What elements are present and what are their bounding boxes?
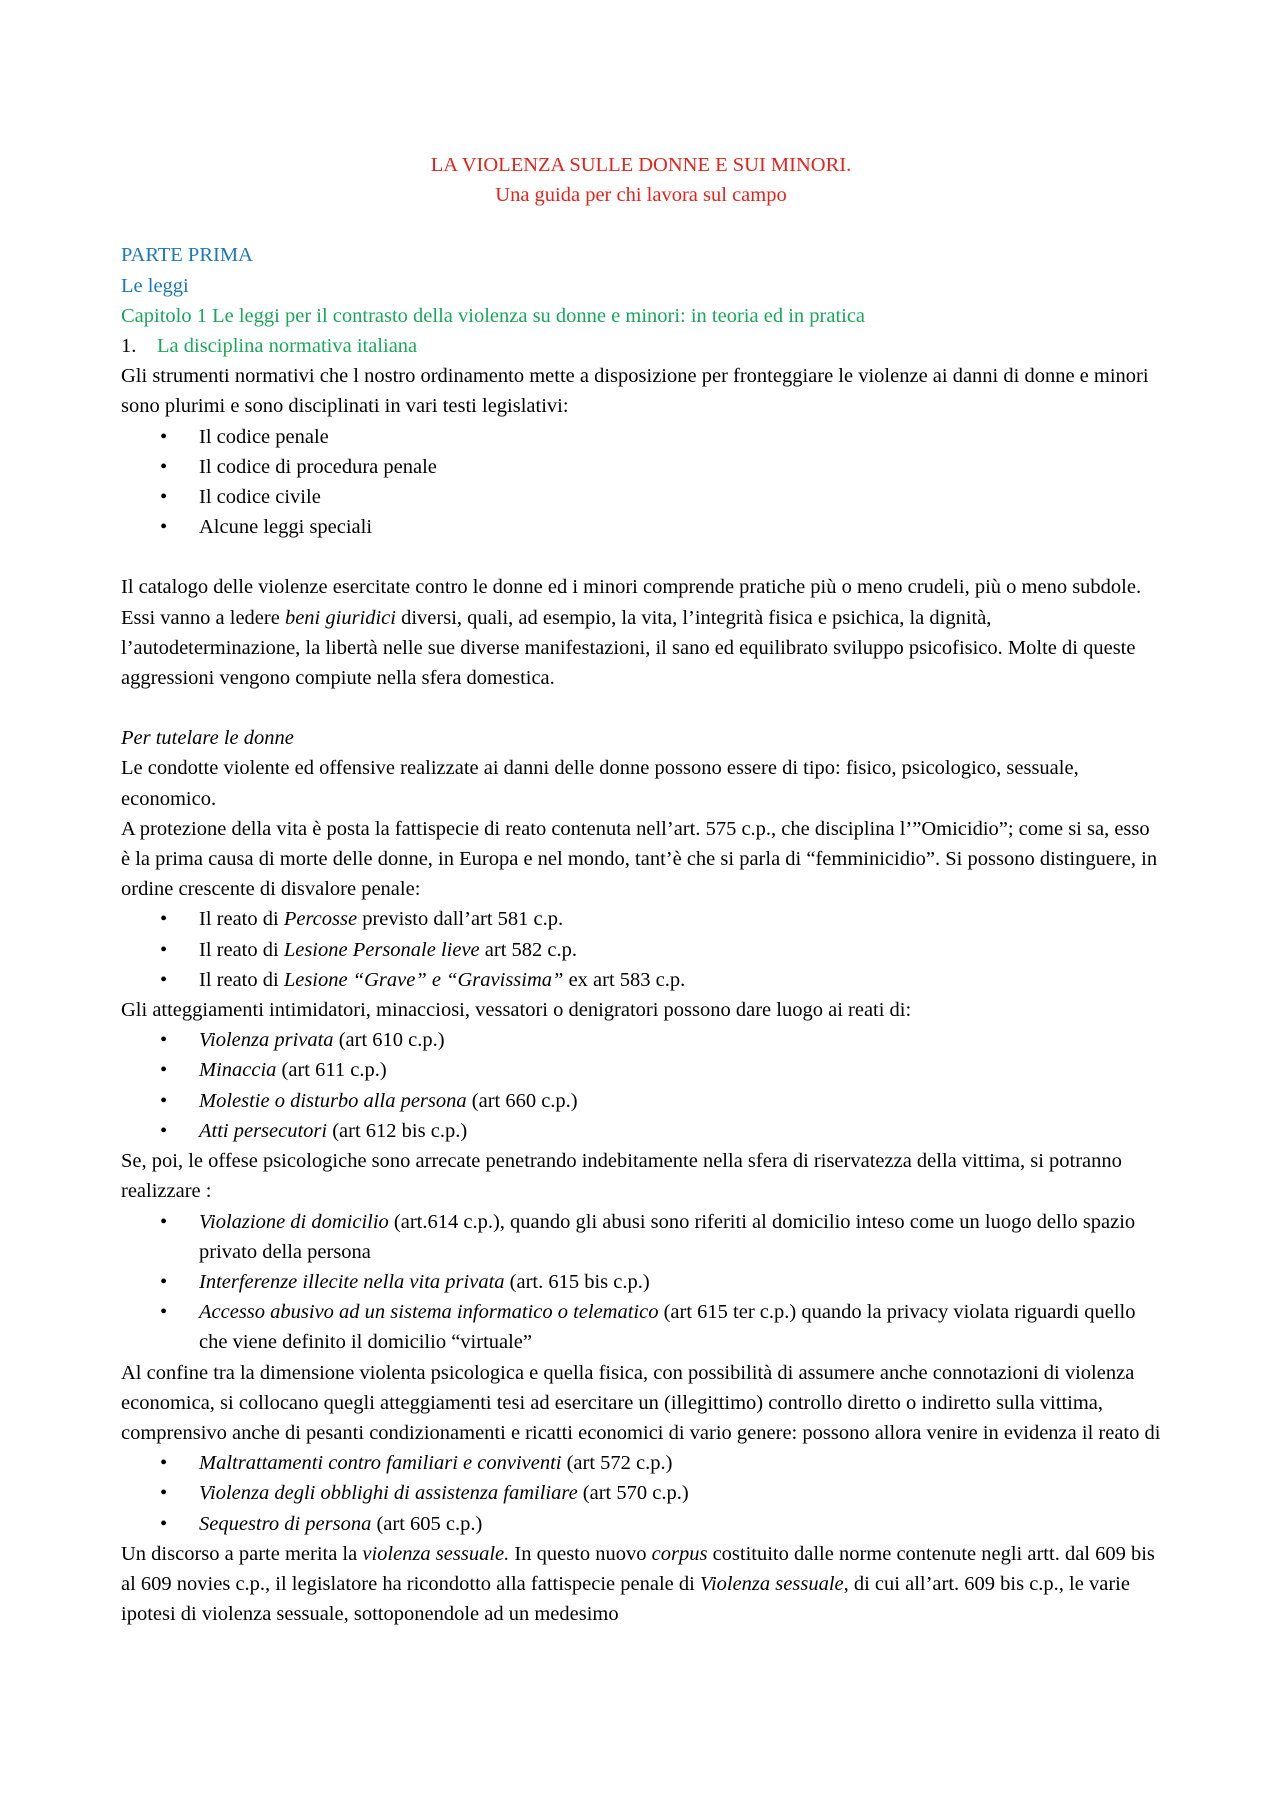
bullet: • [160,1482,168,1505]
women-paragraph-5: Al confine tra la dimensione violenta psicologica e quella fisica, con possibilità di assumere anche connotazioni di violenza economica, si collocano quegli atteggiamenti tesi ad esercitare un (illegittimo) controllo diretto o indiretto sulla vittima, comprensivo anche di pesanti condizionamenti e ricatti economici di vario genere: possono allora venire in evidenza il reato di [121,1361,1161,1444]
list-item [121,904,1161,934]
list-item [121,482,1161,512]
italic-run: Accesso abusivo ad un sistema informatico o telematico [199,1301,659,1324]
bullet: • [160,425,168,448]
italic-heading: Per tutelare le donne [121,727,294,750]
text-run: Il reato di [199,938,284,961]
intro-paragraph: Gli strumenti normativi che l nostro ordinamento mette a disposizione per fronteggiare le violenze ai danni di donne e minori sono plurimi e sono disciplinati in vari testi legislativi: [121,365,1149,418]
text-run: art 582 c.p. [479,938,578,961]
list-item [121,1116,1161,1146]
italic-run: corpus [651,1542,708,1565]
list-item [121,1086,1161,1116]
italic-run: Atti persecutori [199,1119,328,1142]
subsection-heading [121,331,1161,361]
women-paragraph-3: Gli atteggiamenti intimidatori, minacciosi, vessatori o denigratori possono dare luogo ai reati di: [121,999,912,1022]
women-paragraph-6 [121,1539,1161,1630]
list-item [121,512,1161,542]
italic-run: Violenza privata [199,1029,334,1052]
list-item [121,965,1161,995]
text-run: (art 660 c.p.) [466,1089,578,1112]
text-run: (art 615 ter c.p.) quando la privacy violata riguardi quello che viene definito il domicilio “virtuale” [199,1301,1136,1354]
bullet: • [160,938,168,961]
bullet: • [160,1059,168,1082]
italic-run: Maltrattamenti contro familiari e conviventi [199,1452,562,1475]
bullet: • [160,455,168,478]
italic-run: Lesione Personale lieve [283,938,480,961]
women-paragraph-4: Se, poi, le offese psicologiche sono arrecate penetrando indebitamente nella sfera di riservatezza della vittima, si potranno realizzare : [121,1150,1122,1203]
text-run: , di cui all’art. 609 bis c.p., le varie ipotesi di violenza sessuale, sottoponendole ad un medesimo [121,1572,1130,1626]
list-item [121,1025,1161,1055]
text-run: Un discorso a parte merita la [121,1542,363,1565]
text-run: (art 605 c.p.) [371,1512,483,1535]
list-item [121,1478,1161,1508]
italic-run: violenza sessuale. [362,1542,510,1565]
bullet: • [160,1301,168,1324]
list-item-text: Il codice civile [199,486,321,509]
document-title [121,150,1161,210]
title-line-2: Una guida per chi lavora sul campo [495,184,787,207]
bullet: • [160,1119,168,1142]
text-run: (art 572 c.p.) [561,1452,673,1475]
text-run: Il reato di [199,968,284,991]
italic-run: Violazione di domicilio [199,1210,389,1233]
privacy-crimes-list [121,1207,1161,1358]
list-item [121,935,1161,965]
text-run: Il reato di [199,908,284,931]
text-run: Il catalogo delle violenze esercitate contro le donne ed i minori comprende pratiche più o meno crudeli, più o meno subdole. Essi vanno a ledere [121,576,1142,629]
intimidation-crimes-list [121,1025,1161,1146]
text-run: ex art 583 c.p. [563,968,686,991]
list-item-text: Il codice di procedura penale [199,455,437,478]
women-paragraph-1: Le condotte violente ed offensive realizzate ai danni delle donne possono essere di tipo: fisico, psicologico, sessuale, economico. [121,757,1079,810]
list-item [121,1509,1161,1539]
text-run: costituito dalle norme contenute negli artt. dal 609 bis al 609 novies c.p., il legislatore ha ricondotto alla fattispecie penale di [121,1542,1155,1595]
list-item [121,1267,1161,1297]
text-run: (art.614 c.p.), quando gli abusi sono riferiti al domicilio inteso come un luogo dello spazio privato della persona [199,1210,1136,1263]
physical-crimes-list [121,904,1161,995]
catalog-paragraph [121,572,1161,693]
bullet: • [160,486,168,509]
bullet: • [160,1029,168,1052]
list-item [121,452,1161,482]
list-item-text: Il codice penale [199,425,329,448]
part-heading: PARTE PRIMA [121,244,253,267]
bullet: • [160,1210,168,1233]
women-heading [121,723,1161,753]
text-run: (art 570 c.p.) [577,1482,689,1505]
bullet: • [160,968,168,991]
text-run: previsto dall’art 581 c.p. [357,908,564,931]
italic-run: Lesione “Grave” e “Gravissima” [283,968,564,991]
chapter-heading: Capitolo 1 Le leggi per il contrasto della violenza su donne e minori: in teoria ed in pratica [121,304,866,327]
text-run: In questo nuovo [509,1542,652,1565]
italic-run: Violenza degli obblighi di assistenza familiare [199,1482,578,1505]
bullet: • [160,1452,168,1475]
text-run: diversi, quali, ad esempio, la vita, l’integrità fisica e psichica, la dignità, l’autodeterminazione, la libertà nelle sue diverse manifestazioni, il sano ed equilibrato sviluppo psicofisico. Molte di queste aggressioni vengono compiute nella sfera domestica. [121,606,1136,690]
list-item-text: Alcune leggi speciali [199,516,373,539]
women-paragraph-2: A protezione della vita è posta la fattispecie di reato contenuta nell’art. 575 c.p., che disciplina l’”Omicidio”; come si sa, esso è la prima causa di morte delle donne, in Europa e nel mondo, tant’è che si parla di “femminicidio”. Si possono distinguere, in ordine crescente di disvalore penale: [121,817,1158,901]
list-item [121,422,1161,452]
document-body [121,150,1161,1629]
list-item [121,1297,1161,1357]
title-line-1: LA VIOLENZA SULLE DONNE E SUI MINORI. [430,154,852,176]
italic-run: beni giuridici [284,606,396,629]
italic-run: Minaccia [199,1059,277,1082]
list-item [121,1207,1161,1267]
italic-run: Sequestro di persona [199,1512,372,1535]
text-run: (art 610 c.p.) [333,1029,445,1052]
intro-list [121,422,1161,543]
bullet: • [160,908,168,931]
control-crimes-list [121,1448,1161,1539]
italic-run: Violenza sessuale [699,1572,844,1595]
text-run: (art. 615 bis c.p.) [504,1270,650,1293]
list-item [121,1448,1161,1478]
italic-run: Molestie o disturbo alla persona [199,1089,467,1112]
text-run: (art 612 bis c.p.) [327,1119,468,1142]
italic-run: Interferenze illecite nella vita privata [199,1270,505,1293]
bullet: • [160,1089,168,1112]
italic-run: Percosse [283,908,358,931]
bullet: • [160,1270,168,1293]
subsection-number: 1. [121,335,137,358]
section-heading: Le leggi [121,274,189,297]
subsection-title: La disciplina normativa italiana [157,335,418,358]
bullet: • [160,516,168,539]
text-run: (art 611 c.p.) [276,1059,387,1082]
bullet: • [160,1512,168,1535]
list-item [121,1055,1161,1085]
